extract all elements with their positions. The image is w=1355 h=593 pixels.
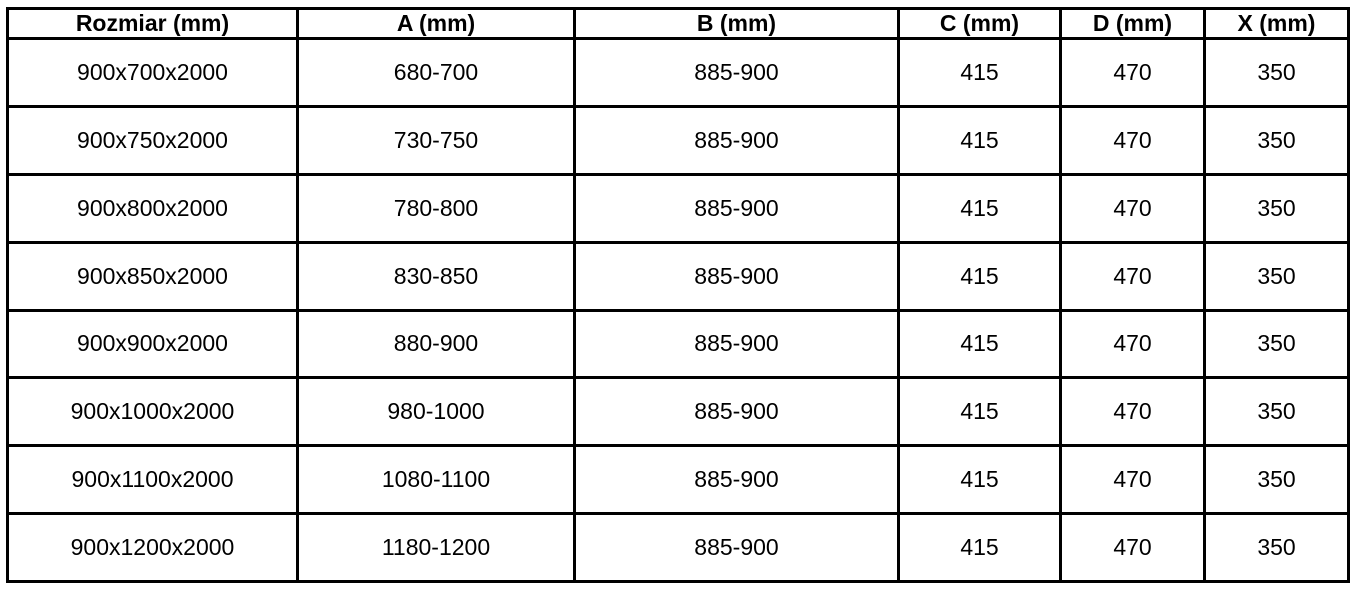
- cell-x: 350: [1205, 106, 1349, 174]
- size-spec-table: [6, 7, 1350, 583]
- column-header-x: X (mm): [1205, 9, 1349, 39]
- cell-c: 415: [899, 446, 1061, 514]
- cell-c: 415: [899, 514, 1061, 582]
- cell-b: 885-900: [575, 39, 899, 107]
- column-header-c: C (mm): [899, 9, 1061, 39]
- cell-b: 885-900: [575, 174, 899, 242]
- column-header-a: A (mm): [298, 9, 575, 39]
- table-header-row: [8, 9, 1349, 39]
- cell-a: 830-850: [298, 242, 575, 310]
- cell-b: 885-900: [575, 106, 899, 174]
- cell-rozmiar: 900x750x2000: [8, 106, 298, 174]
- table-row: [8, 39, 1349, 107]
- cell-a: 1180-1200: [298, 514, 575, 582]
- cell-x: 350: [1205, 514, 1349, 582]
- cell-a: 980-1000: [298, 378, 575, 446]
- cell-c: 415: [899, 106, 1061, 174]
- cell-rozmiar: 900x850x2000: [8, 242, 298, 310]
- cell-d: 470: [1061, 446, 1205, 514]
- cell-d: 470: [1061, 310, 1205, 378]
- cell-x: 350: [1205, 446, 1349, 514]
- table-row: [8, 446, 1349, 514]
- cell-d: 470: [1061, 514, 1205, 582]
- table-row: [8, 242, 1349, 310]
- cell-x: 350: [1205, 39, 1349, 107]
- column-header-rozmiar: Rozmiar (mm): [8, 9, 298, 39]
- cell-d: 470: [1061, 378, 1205, 446]
- cell-c: 415: [899, 310, 1061, 378]
- cell-c: 415: [899, 242, 1061, 310]
- cell-rozmiar: 900x1200x2000: [8, 514, 298, 582]
- table-row: [8, 106, 1349, 174]
- cell-c: 415: [899, 174, 1061, 242]
- column-header-d: D (mm): [1061, 9, 1205, 39]
- cell-b: 885-900: [575, 310, 899, 378]
- cell-rozmiar: 900x800x2000: [8, 174, 298, 242]
- cell-x: 350: [1205, 174, 1349, 242]
- cell-b: 885-900: [575, 378, 899, 446]
- cell-a: 730-750: [298, 106, 575, 174]
- cell-rozmiar: 900x700x2000: [8, 39, 298, 107]
- table-row: [8, 378, 1349, 446]
- cell-x: 350: [1205, 310, 1349, 378]
- cell-rozmiar: 900x1100x2000: [8, 446, 298, 514]
- table-row: [8, 514, 1349, 582]
- table-row: [8, 310, 1349, 378]
- cell-b: 885-900: [575, 514, 899, 582]
- cell-b: 885-900: [575, 446, 899, 514]
- cell-x: 350: [1205, 242, 1349, 310]
- cell-d: 470: [1061, 106, 1205, 174]
- cell-c: 415: [899, 39, 1061, 107]
- cell-a: 780-800: [298, 174, 575, 242]
- cell-b: 885-900: [575, 242, 899, 310]
- cell-a: 680-700: [298, 39, 575, 107]
- table-row: [8, 174, 1349, 242]
- cell-d: 470: [1061, 39, 1205, 107]
- cell-a: 1080-1100: [298, 446, 575, 514]
- cell-rozmiar: 900x900x2000: [8, 310, 298, 378]
- cell-c: 415: [899, 378, 1061, 446]
- column-header-b: B (mm): [575, 9, 899, 39]
- cell-a: 880-900: [298, 310, 575, 378]
- cell-d: 470: [1061, 174, 1205, 242]
- cell-x: 350: [1205, 378, 1349, 446]
- cell-d: 470: [1061, 242, 1205, 310]
- cell-rozmiar: 900x1000x2000: [8, 378, 298, 446]
